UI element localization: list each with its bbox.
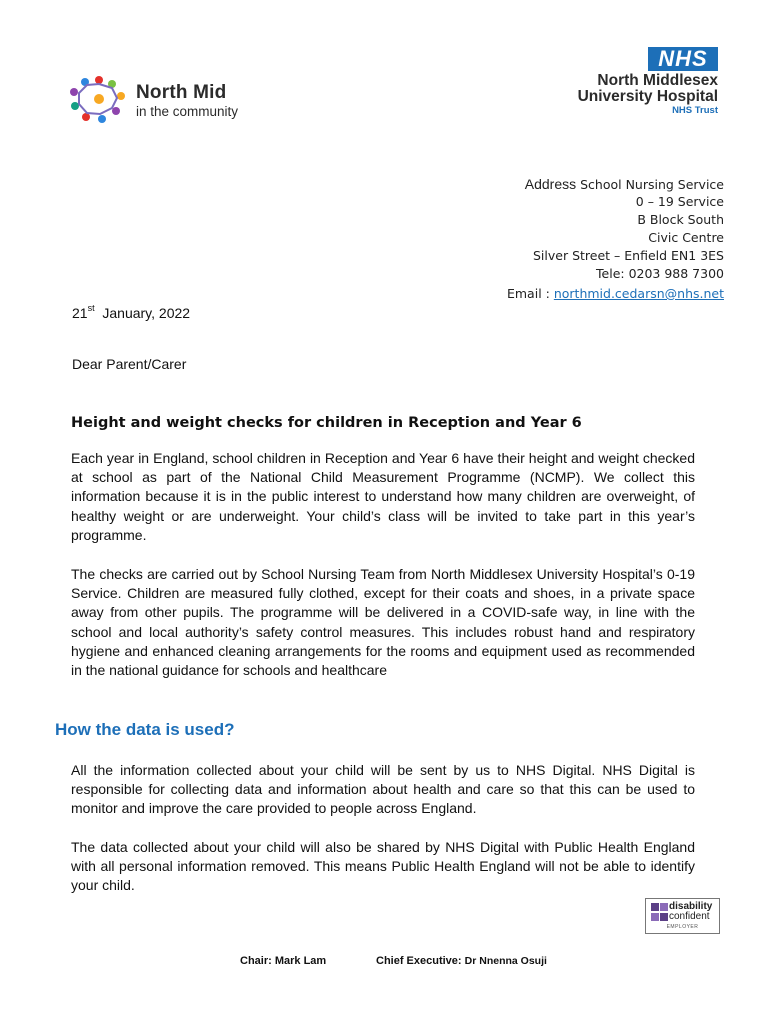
hospital-name xyxy=(578,73,718,105)
badge-line-3: EMPLOYER xyxy=(666,924,699,930)
address-service: School Nursing Service xyxy=(580,177,724,192)
email-label: Email : xyxy=(506,286,554,301)
north-mid-subtitle: in the community xyxy=(136,104,239,119)
paragraph-4: The data collected about your child will also be shared by NHS Digital with Public Health England with all personal information removed. This means Public Health England will not be able to identify your child. xyxy=(71,839,695,894)
hospital-name-line1: North Middlesex xyxy=(597,72,718,89)
chief-executive-name: Dr Nnenna Osuji xyxy=(464,955,547,967)
disability-confident-badge xyxy=(645,898,720,934)
address-email-row xyxy=(507,285,724,303)
email-link[interactable]: northmid.cedarsn@nhs.net xyxy=(553,286,724,301)
paragraph-2: The checks are carried out by School Nursing Team from North Middlesex University Hospital’s 0-19 Service. Children are measured fully clothed, except for their coats and shoes, in a private space away from other pupils. The programme will be delivered in a COVID-safe way, in line with the school and local authority’s safety control measures. This includes robust hand and respiratory hygiene and enhanced cleaning arrangements for the rooms and equipment used as recommended in the national guidance for schools and healthcare xyxy=(71,566,695,679)
north-mid-title: North Mid xyxy=(136,82,227,103)
footer-chief-executive xyxy=(376,955,547,967)
footer-chair: Chair: Mark Lam xyxy=(240,955,327,967)
date-day: 21 xyxy=(72,305,88,321)
letter-subject: Height and weight checks for children in Reception and Year 6 xyxy=(71,415,582,431)
badge-square-icon xyxy=(651,903,659,911)
address-line-4: Civic Centre xyxy=(648,230,724,245)
address-line-3: B Block South xyxy=(637,212,724,227)
badge-line-2: confident xyxy=(669,911,710,922)
paragraph-3: All the information collected about your child will be sent by us to NHS Digital. NHS Digital is responsible for collecting data and information about health and care so that this can be used to monitor and improve the care provided to people across England. xyxy=(71,762,695,817)
hospital-name-line2: University Hospital xyxy=(577,88,718,105)
nhs-trust-label: NHS Trust xyxy=(672,105,718,116)
chief-executive-label: Chief Executive: xyxy=(376,955,462,967)
badge-square-icon xyxy=(651,913,659,921)
address-line-1 xyxy=(525,175,724,194)
date-suffix: st xyxy=(87,303,95,313)
badge-line-1: disability xyxy=(669,901,713,912)
address-label: Address xyxy=(524,176,577,192)
badge-square-icon xyxy=(660,913,668,921)
letter-date xyxy=(72,305,190,321)
section-heading: How the data is used? xyxy=(55,720,235,739)
address-line-2: 0 – 19 Service xyxy=(635,194,724,209)
badge-square-icon xyxy=(660,903,668,911)
address-tel: Tele: 0203 988 7300 xyxy=(596,266,724,281)
address-line-5: Silver Street – Enfield EN1 3ES xyxy=(533,248,724,263)
date-rest: January, 2022 xyxy=(102,305,191,321)
nhs-logo-badge: NHS xyxy=(648,47,718,71)
people-circle-icon xyxy=(66,74,132,124)
paragraph-1: Each year in England, school children in Reception and Year 6 have their height and weight checked at school as part of the National Child Measurement Programme (NCMP). We collect this information because it is in the public interest to understand how many children are overweight, of healthy weight or are underweight. Your child’s class will be invited to take part in this year’s programme. xyxy=(71,450,695,543)
salutation: Dear Parent/Carer xyxy=(72,356,187,372)
north-mid-logo xyxy=(66,74,276,124)
